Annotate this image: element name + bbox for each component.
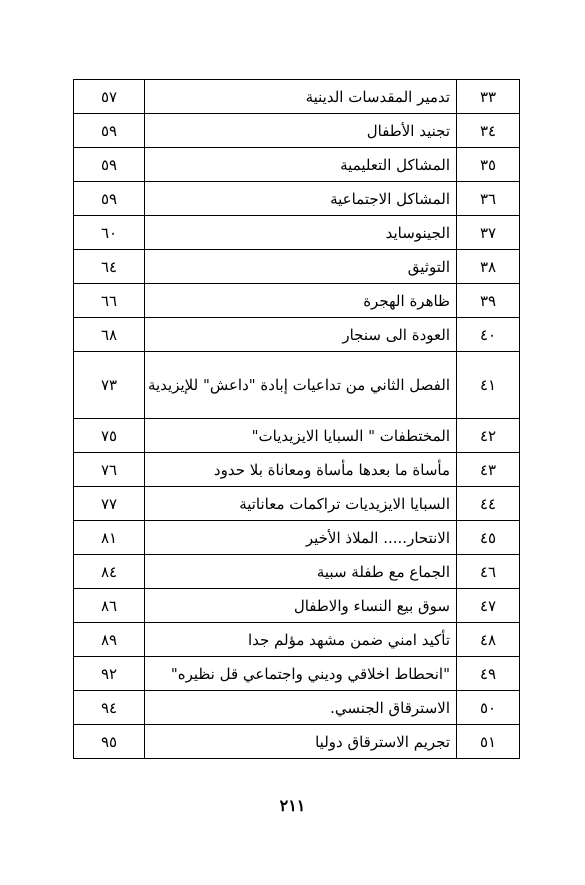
entry-number: ٤٧ bbox=[457, 589, 520, 623]
toc-row bbox=[74, 521, 520, 555]
entry-page: ٧٥ bbox=[74, 419, 145, 453]
entry-title: السبايا الايزيديات تراكمات معاناتية bbox=[145, 487, 457, 521]
entry-page: ٩٤ bbox=[74, 691, 145, 725]
toc-row bbox=[74, 691, 520, 725]
entry-page: ٨٤ bbox=[74, 555, 145, 589]
entry-page: ٥٩ bbox=[74, 148, 145, 182]
entry-page: ٧٦ bbox=[74, 453, 145, 487]
page-number: ٢١١ bbox=[279, 796, 306, 815]
entry-title: المشاكل الاجتماعية bbox=[145, 182, 457, 216]
entry-number: ٣٤ bbox=[457, 114, 520, 148]
entry-title: تجريم الاسترقاق دوليا bbox=[145, 725, 457, 759]
toc-row bbox=[74, 182, 520, 216]
toc-row bbox=[74, 453, 520, 487]
entry-title: "انحطاط اخلاقي وديني واجتماعي قل نظيره" bbox=[145, 657, 457, 691]
toc-row bbox=[74, 148, 520, 182]
entry-page: ٨٩ bbox=[74, 623, 145, 657]
toc-row bbox=[74, 352, 520, 419]
entry-number: ٤١ bbox=[457, 352, 520, 419]
toc-row bbox=[74, 80, 520, 114]
entry-number: ٤٣ bbox=[457, 453, 520, 487]
toc-row bbox=[74, 725, 520, 759]
entry-title: التوثيق bbox=[145, 250, 457, 284]
toc-row bbox=[74, 284, 520, 318]
entry-number: ٣٩ bbox=[457, 284, 520, 318]
entry-number: ٣٧ bbox=[457, 216, 520, 250]
entry-number: ٤٠ bbox=[457, 318, 520, 352]
toc-row bbox=[74, 657, 520, 691]
entry-number: ٣٨ bbox=[457, 250, 520, 284]
entry-number: ٥٠ bbox=[457, 691, 520, 725]
entry-page: ٥٧ bbox=[74, 80, 145, 114]
entry-number: ٤٤ bbox=[457, 487, 520, 521]
entry-title: تأكيد امني ضمن مشهد مؤلم جدا bbox=[145, 623, 457, 657]
entry-title: الجينوسايد bbox=[145, 216, 457, 250]
entry-number: ٣٦ bbox=[457, 182, 520, 216]
toc-row bbox=[74, 589, 520, 623]
entry-number: ٤٢ bbox=[457, 419, 520, 453]
entry-page: ٧٣ bbox=[74, 352, 145, 419]
entry-page: ٦٤ bbox=[74, 250, 145, 284]
entry-number: ٤٩ bbox=[457, 657, 520, 691]
entry-title: المشاكل التعليمية bbox=[145, 148, 457, 182]
entry-title: العودة الى سنجار bbox=[145, 318, 457, 352]
entry-title: الفصل الثاني من تداعيات إبادة "داعش" للإيزيدية bbox=[145, 352, 457, 419]
entry-title: تجنيد الأطفال bbox=[145, 114, 457, 148]
entry-page: ٩٢ bbox=[74, 657, 145, 691]
toc-body bbox=[74, 80, 520, 759]
toc-row bbox=[74, 250, 520, 284]
entry-title: الانتحار..... الملاذ الأخير bbox=[145, 521, 457, 555]
entry-number: ٥١ bbox=[457, 725, 520, 759]
toc-table bbox=[73, 79, 520, 759]
entry-number: ٤٦ bbox=[457, 555, 520, 589]
entry-title: الاسترقاق الجنسي. bbox=[145, 691, 457, 725]
entry-page: ٧٧ bbox=[74, 487, 145, 521]
toc-row bbox=[74, 555, 520, 589]
entry-number: ٣٥ bbox=[457, 148, 520, 182]
entry-number: ٤٨ bbox=[457, 623, 520, 657]
entry-title: ظاهرة الهجرة bbox=[145, 284, 457, 318]
entry-title: سوق بيع النساء والاطفال bbox=[145, 589, 457, 623]
entry-title: الجماع مع طفلة سبية bbox=[145, 555, 457, 589]
entry-page: ٦٦ bbox=[74, 284, 145, 318]
entry-number: ٣٣ bbox=[457, 80, 520, 114]
entry-page: ٨١ bbox=[74, 521, 145, 555]
toc-row bbox=[74, 487, 520, 521]
entry-title: المختطفات " السبايا الايزيديات" bbox=[145, 419, 457, 453]
toc-row bbox=[74, 419, 520, 453]
entry-page: ٨٦ bbox=[74, 589, 145, 623]
entry-page: ٥٩ bbox=[74, 182, 145, 216]
entry-page: ٦٨ bbox=[74, 318, 145, 352]
toc-row bbox=[74, 318, 520, 352]
entry-page: ٥٩ bbox=[74, 114, 145, 148]
entry-title: مأساة ما بعدها مأساة ومعاناة بلا حدود bbox=[145, 453, 457, 487]
toc-row bbox=[74, 114, 520, 148]
entry-page: ٩٥ bbox=[74, 725, 145, 759]
toc-row bbox=[74, 623, 520, 657]
entry-title: تدمير المقدسات الدينية bbox=[145, 80, 457, 114]
toc-row bbox=[74, 216, 520, 250]
entry-page: ٦٠ bbox=[74, 216, 145, 250]
entry-number: ٤٥ bbox=[457, 521, 520, 555]
